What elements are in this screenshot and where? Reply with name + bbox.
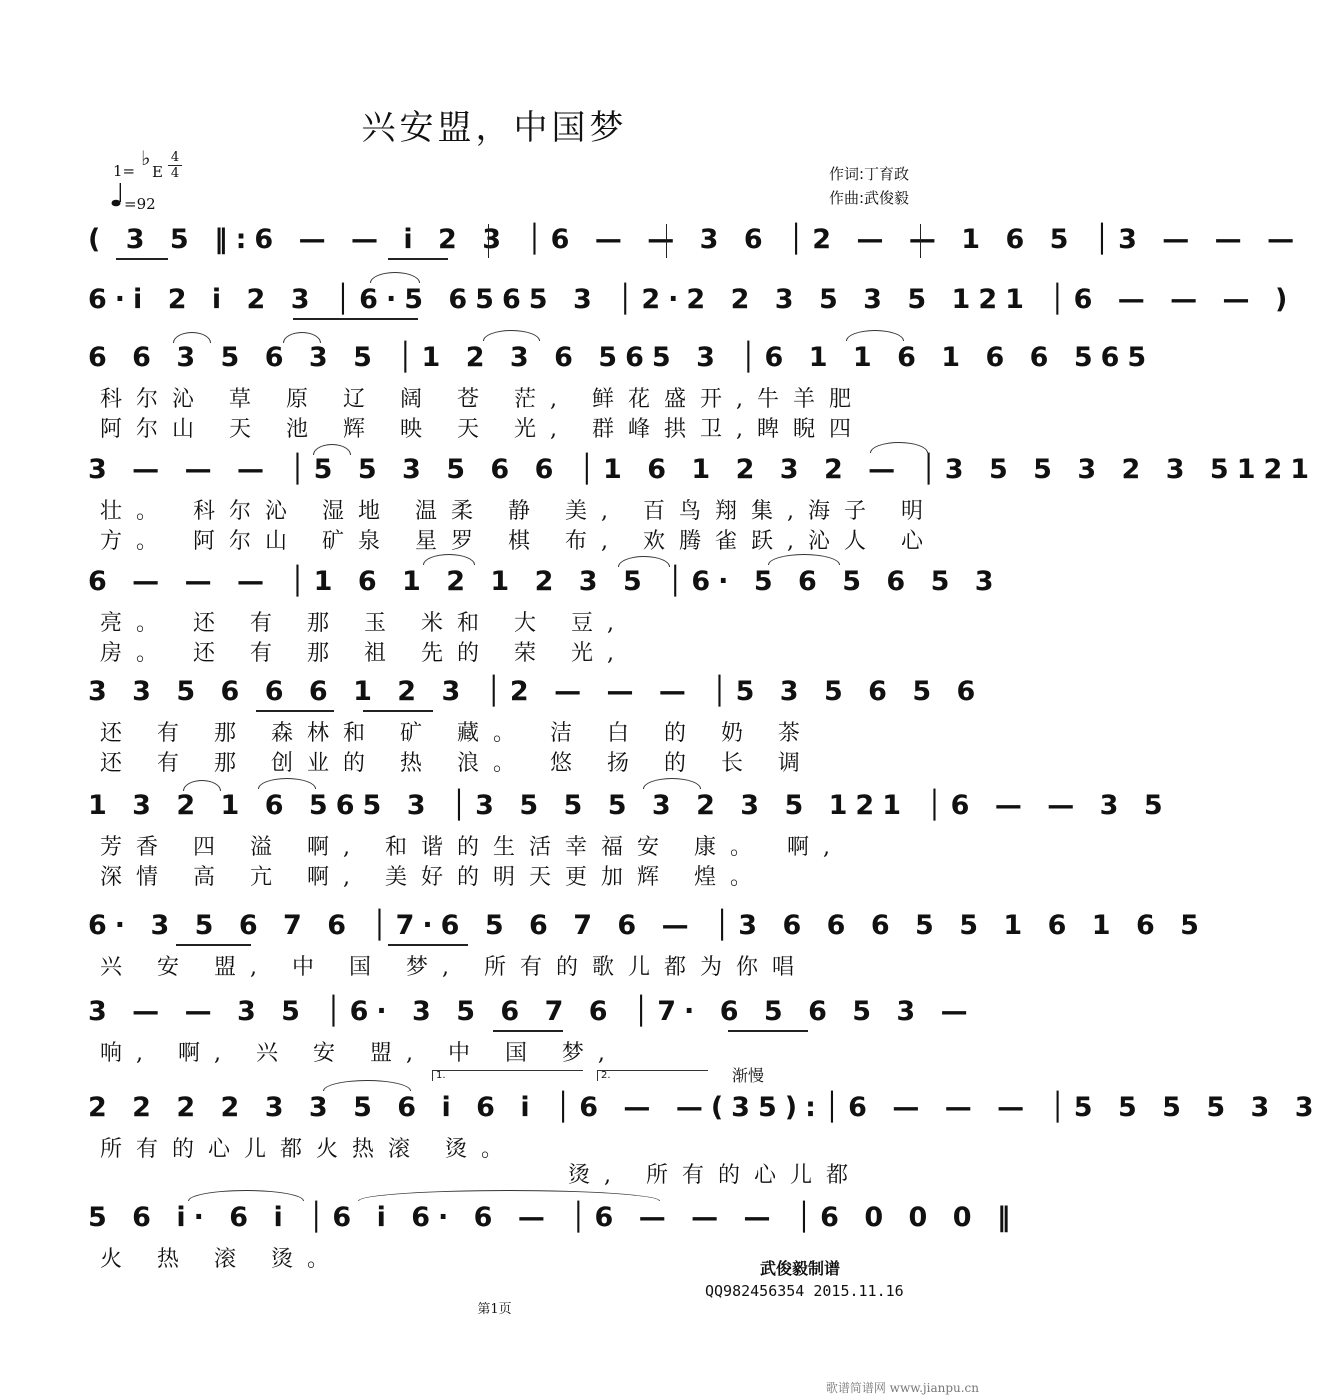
beam-line <box>293 318 418 320</box>
composer-credit: 作曲:武俊毅 <box>828 189 909 207</box>
lyricist-credit: 作词:丁育政 <box>828 165 909 183</box>
lyric-verse-2: 方。 阿尔山 矿泉 星罗 棋 布, 欢腾雀跃,沁人 心 <box>100 529 937 554</box>
lyric-verse-2: 房。 还 有 那 祖 先的 荣 光, <box>100 641 628 666</box>
second-ending-bracket <box>597 1070 708 1081</box>
lyric-verse-1: 科尔沁 草 原 辽 阔 苍 茫, 鲜花盛开,牛羊肥 <box>100 387 865 412</box>
notation-line: 3 — — 3 5 │6· 3 5 6 7 6 │7· 6 5 6 5 3 — <box>88 996 976 1027</box>
slur <box>183 780 221 791</box>
slur <box>313 444 351 455</box>
lyric-verse-1: 亮。 还 有 那 玉 米和 大 豆, <box>100 611 628 636</box>
lyric-verse-1: 兴 安 盟, 中 国 梦, 所有的歌儿都为你唱 <box>100 955 808 980</box>
quarter-note-icon <box>111 182 125 208</box>
triplet-slur <box>258 778 316 789</box>
slur <box>283 332 321 343</box>
beam-line <box>728 1030 808 1032</box>
notation-line: ( 3 5 ‖:6 — — i 2 3 │6 — — 3 6 │2 — — 1 6 5 │3 — — — <box>88 224 1303 255</box>
beam-line <box>388 258 448 260</box>
notation-line: 2 2 2 2 3 3 5 6 i 6 i │6 — —(35):│6 — — — │5 5 5 5 3 3 <box>88 1092 1322 1123</box>
notation-line: 3 — — — │5 5 3 5 6 6 │1 6 1 2 3 2 — │3 5 5 3 2 3 5121 <box>88 454 1318 485</box>
bar-line <box>666 224 667 258</box>
tie <box>358 1190 660 1201</box>
time-signature-bottom: 4 <box>170 166 180 181</box>
notation-line: 6· 3 5 6 7 6 │7·6 5 6 7 6 — │3 6 6 6 5 5 1 6 1 6 5 <box>88 910 1207 941</box>
lyric-verse-2: 阿尔山 天 池 辉 映 天 光, 群峰拱卫,睥睨四 <box>100 417 865 442</box>
lyric-verse-2: 深情 高 亢 啊, 美好的明天更加辉 煌。 <box>100 865 766 890</box>
notation-line: 1 3 2 1 6 565 3 │3 5 5 5 3 2 3 5 121 │6 — — 3 5 <box>88 790 1171 821</box>
time-signature <box>168 150 182 181</box>
site-watermark: 歌谱简谱网 www.jianpu.cn <box>825 1381 979 1395</box>
tempo-marking: =92 <box>124 195 156 213</box>
triplet-slur <box>643 778 701 789</box>
song-title: 兴安盟，中国梦 <box>361 108 628 148</box>
lyric-verse-2: 烫, 所有的心儿都 <box>568 1163 862 1188</box>
triplet-slur <box>870 442 928 453</box>
triplet-slur <box>768 554 840 565</box>
lyric-verse-2: 还 有 那 创业的 热 浪。 悠 扬 的 长 调 <box>100 751 814 776</box>
triplet-slur <box>846 330 904 341</box>
first-ending-bracket <box>432 1070 583 1081</box>
first-ending-label: 1. <box>436 1070 446 1081</box>
arranger-credit: 武俊毅制谱 <box>760 1259 841 1278</box>
notation-line: 6 6 3 5 6 3 5 │1 2 3 6 565 3 │6 1 1 6 1 6 6 565 <box>88 342 1155 373</box>
ritardando-marking: 渐慢 <box>732 1066 765 1085</box>
notation-line: 3 3 5 6 6 6 1 2 3 │2 — — — │5 3 5 6 5 6 <box>88 676 984 707</box>
beam-line <box>493 1030 563 1032</box>
beam-line <box>176 944 251 946</box>
contact-info: QQ982456354 2015.11.16 <box>705 1282 904 1300</box>
beam-line <box>116 258 168 260</box>
beam-line <box>388 944 468 946</box>
slur <box>323 1080 411 1091</box>
key-prefix: 1= <box>113 162 136 180</box>
lyric-verse-1: 火 热 滚 烫。 <box>100 1247 343 1272</box>
second-ending-label: 2. <box>601 1070 611 1081</box>
beam-line <box>363 710 433 712</box>
slur <box>173 332 211 343</box>
slur <box>423 554 475 565</box>
key-letter: E <box>152 163 163 181</box>
lyric-verse-1: 所有的心儿都火热滚 烫。 <box>100 1137 517 1162</box>
notation-line: 6 — — — │1 6 1 2 1 2 3 5 │6· 5 6 5 6 5 3 <box>88 566 1002 597</box>
key-flat-sign: ♭ <box>141 146 151 170</box>
notation-line: 6·i 2 i 2 3 │6·5 6565 3 │2·2 2 3 5 3 5 121 │6 — — — ) <box>88 284 1296 315</box>
bar-line <box>488 224 489 258</box>
time-signature-top: 4 <box>170 150 180 165</box>
slur <box>618 556 670 567</box>
bar-line <box>920 224 921 258</box>
beam-line <box>256 710 334 712</box>
triplet-slur <box>370 272 420 283</box>
lyric-verse-1: 壮。 科尔沁 湿地 温柔 静 美, 百鸟翔集,海子 明 <box>100 499 937 524</box>
lyric-verse-1: 还 有 那 森林和 矿 藏。 洁 白 的 奶 茶 <box>100 721 814 746</box>
triplet-slur <box>483 330 540 341</box>
lyric-verse-1: 响, 啊, 兴 安 盟, 中 国 梦, <box>100 1041 619 1066</box>
notation-line: 5 6 i· 6 i │6 i 6· 6 — │6 — — — │6 0 0 0 ‖ <box>88 1202 1019 1233</box>
slur <box>188 1190 304 1201</box>
lyric-verse-1: 芳香 四 溢 啊, 和谐的生活幸福安 康。 啊, <box>100 835 844 860</box>
page-number: 第1页 <box>477 1302 512 1317</box>
